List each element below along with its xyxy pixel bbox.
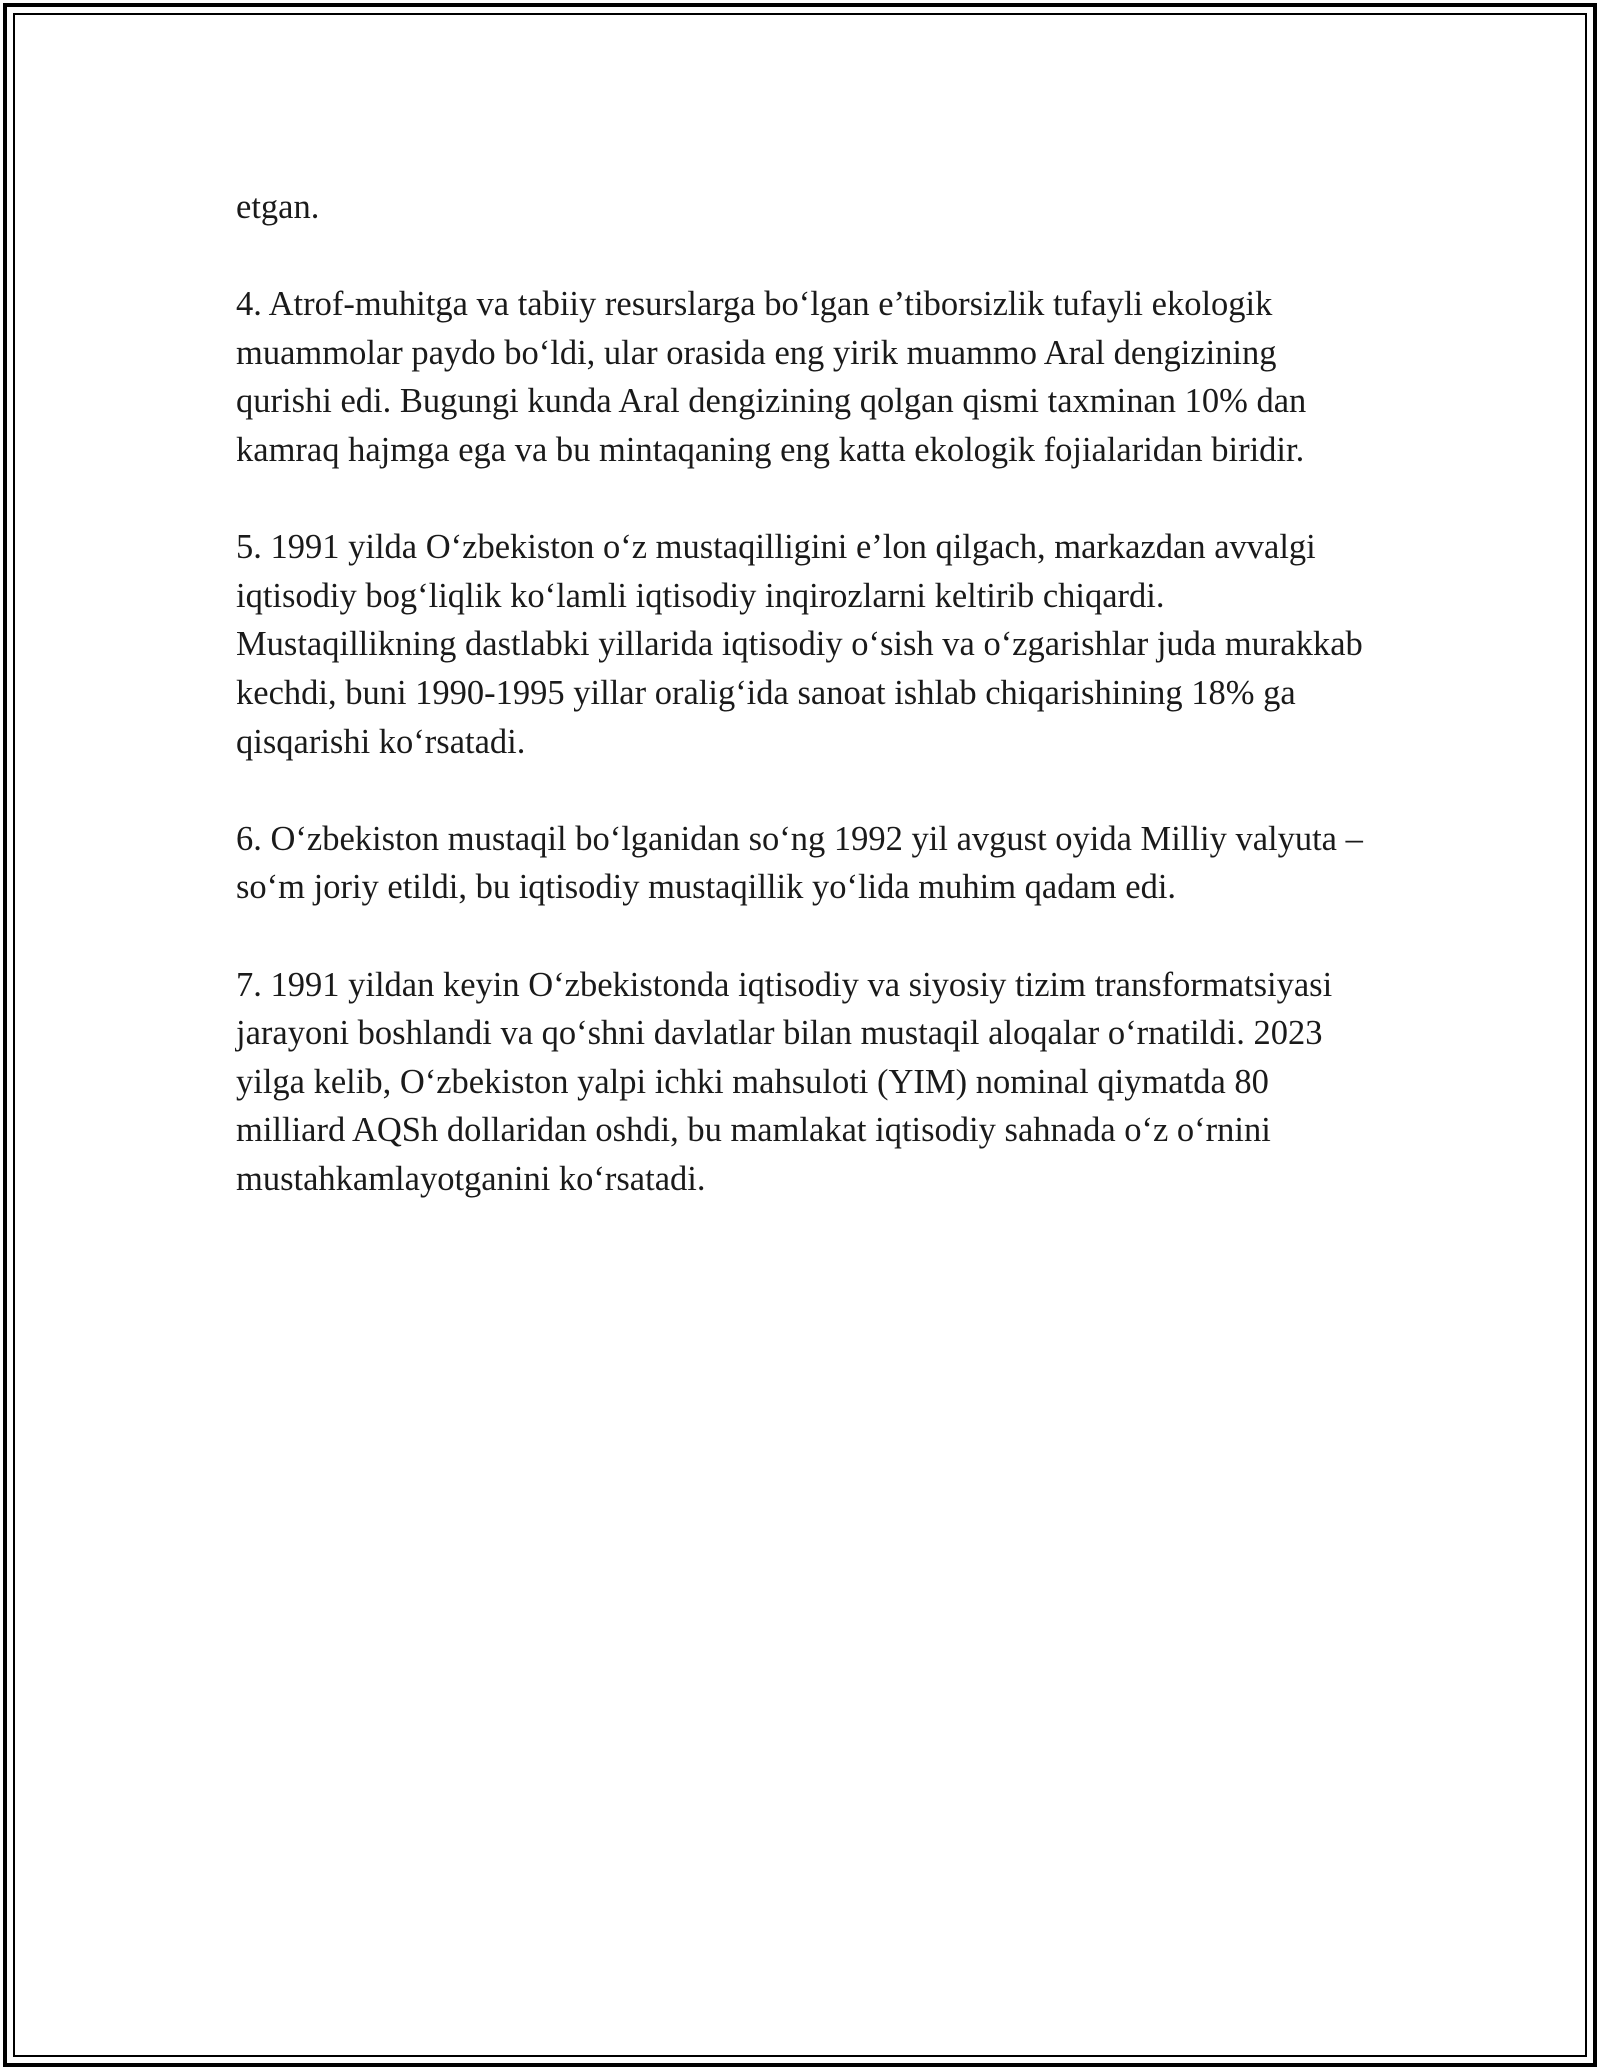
paragraph-item-4: 4. Atrof-muhitga va tabiiy resurslarga bo‘lgan e’tiborsizlik tufayli ekologik muammolar paydo bo‘ldi, ular orasida eng yirik muammo Aral dengizining qurishi edi. Bugungi kunda Aral dengizining qolgan qismi taxminan 10% dan kamraq hajmga ega va bu mintaqaning eng katta ekologik fojialaridan biridir. [236,285,1307,469]
paragraph-item-5: 5. 1991 yilda O‘zbekiston o‘z mustaqilligini e’lon qilgach, markazdan avvalgi iqtisodiy bog‘liqlik ko‘lamli iqtisodiy inqirozlarni keltirib chiqardi. Mustaqillikning dastlabki yillarida iqtisodiy o‘sish va o‘zgarishlar juda murakkab kechdi, buni 1990-1995 yillar oralig‘ida sanoat ishlab chiqarishining 18% ga qisqarishi ko‘rsatadi. [236,528,1363,761]
paragraph-continuation: etgan. [236,188,320,226]
paragraph-item-6: 6. O‘zbekiston mustaqil bo‘lganidan so‘ng 1992 yil avgust oyida Milliy valyuta – so‘m joriy etildi, bu iqtisodiy mustaqillik yo‘lida muhim qadam edi. [236,819,1363,907]
document-body [236,183,1366,1203]
paragraph-item-7: 7. 1991 yildan keyin O‘zbekistonda iqtisodiy va siyosiy tizim transformatsiyasi jarayoni boshlandi va qo‘shni davlatlar bilan mustaqil aloqalar o‘rnatildi. 2023 yilga kelib, O‘zbekiston yalpi ichki mahsuloti (YIM) nominal qiymatda 80 milliard AQSh dollaridan oshdi, bu mamlakat iqtisodiy sahnada o‘z o‘rnini mustahkamlayotganini ko‘rsatadi. [236,965,1333,1198]
